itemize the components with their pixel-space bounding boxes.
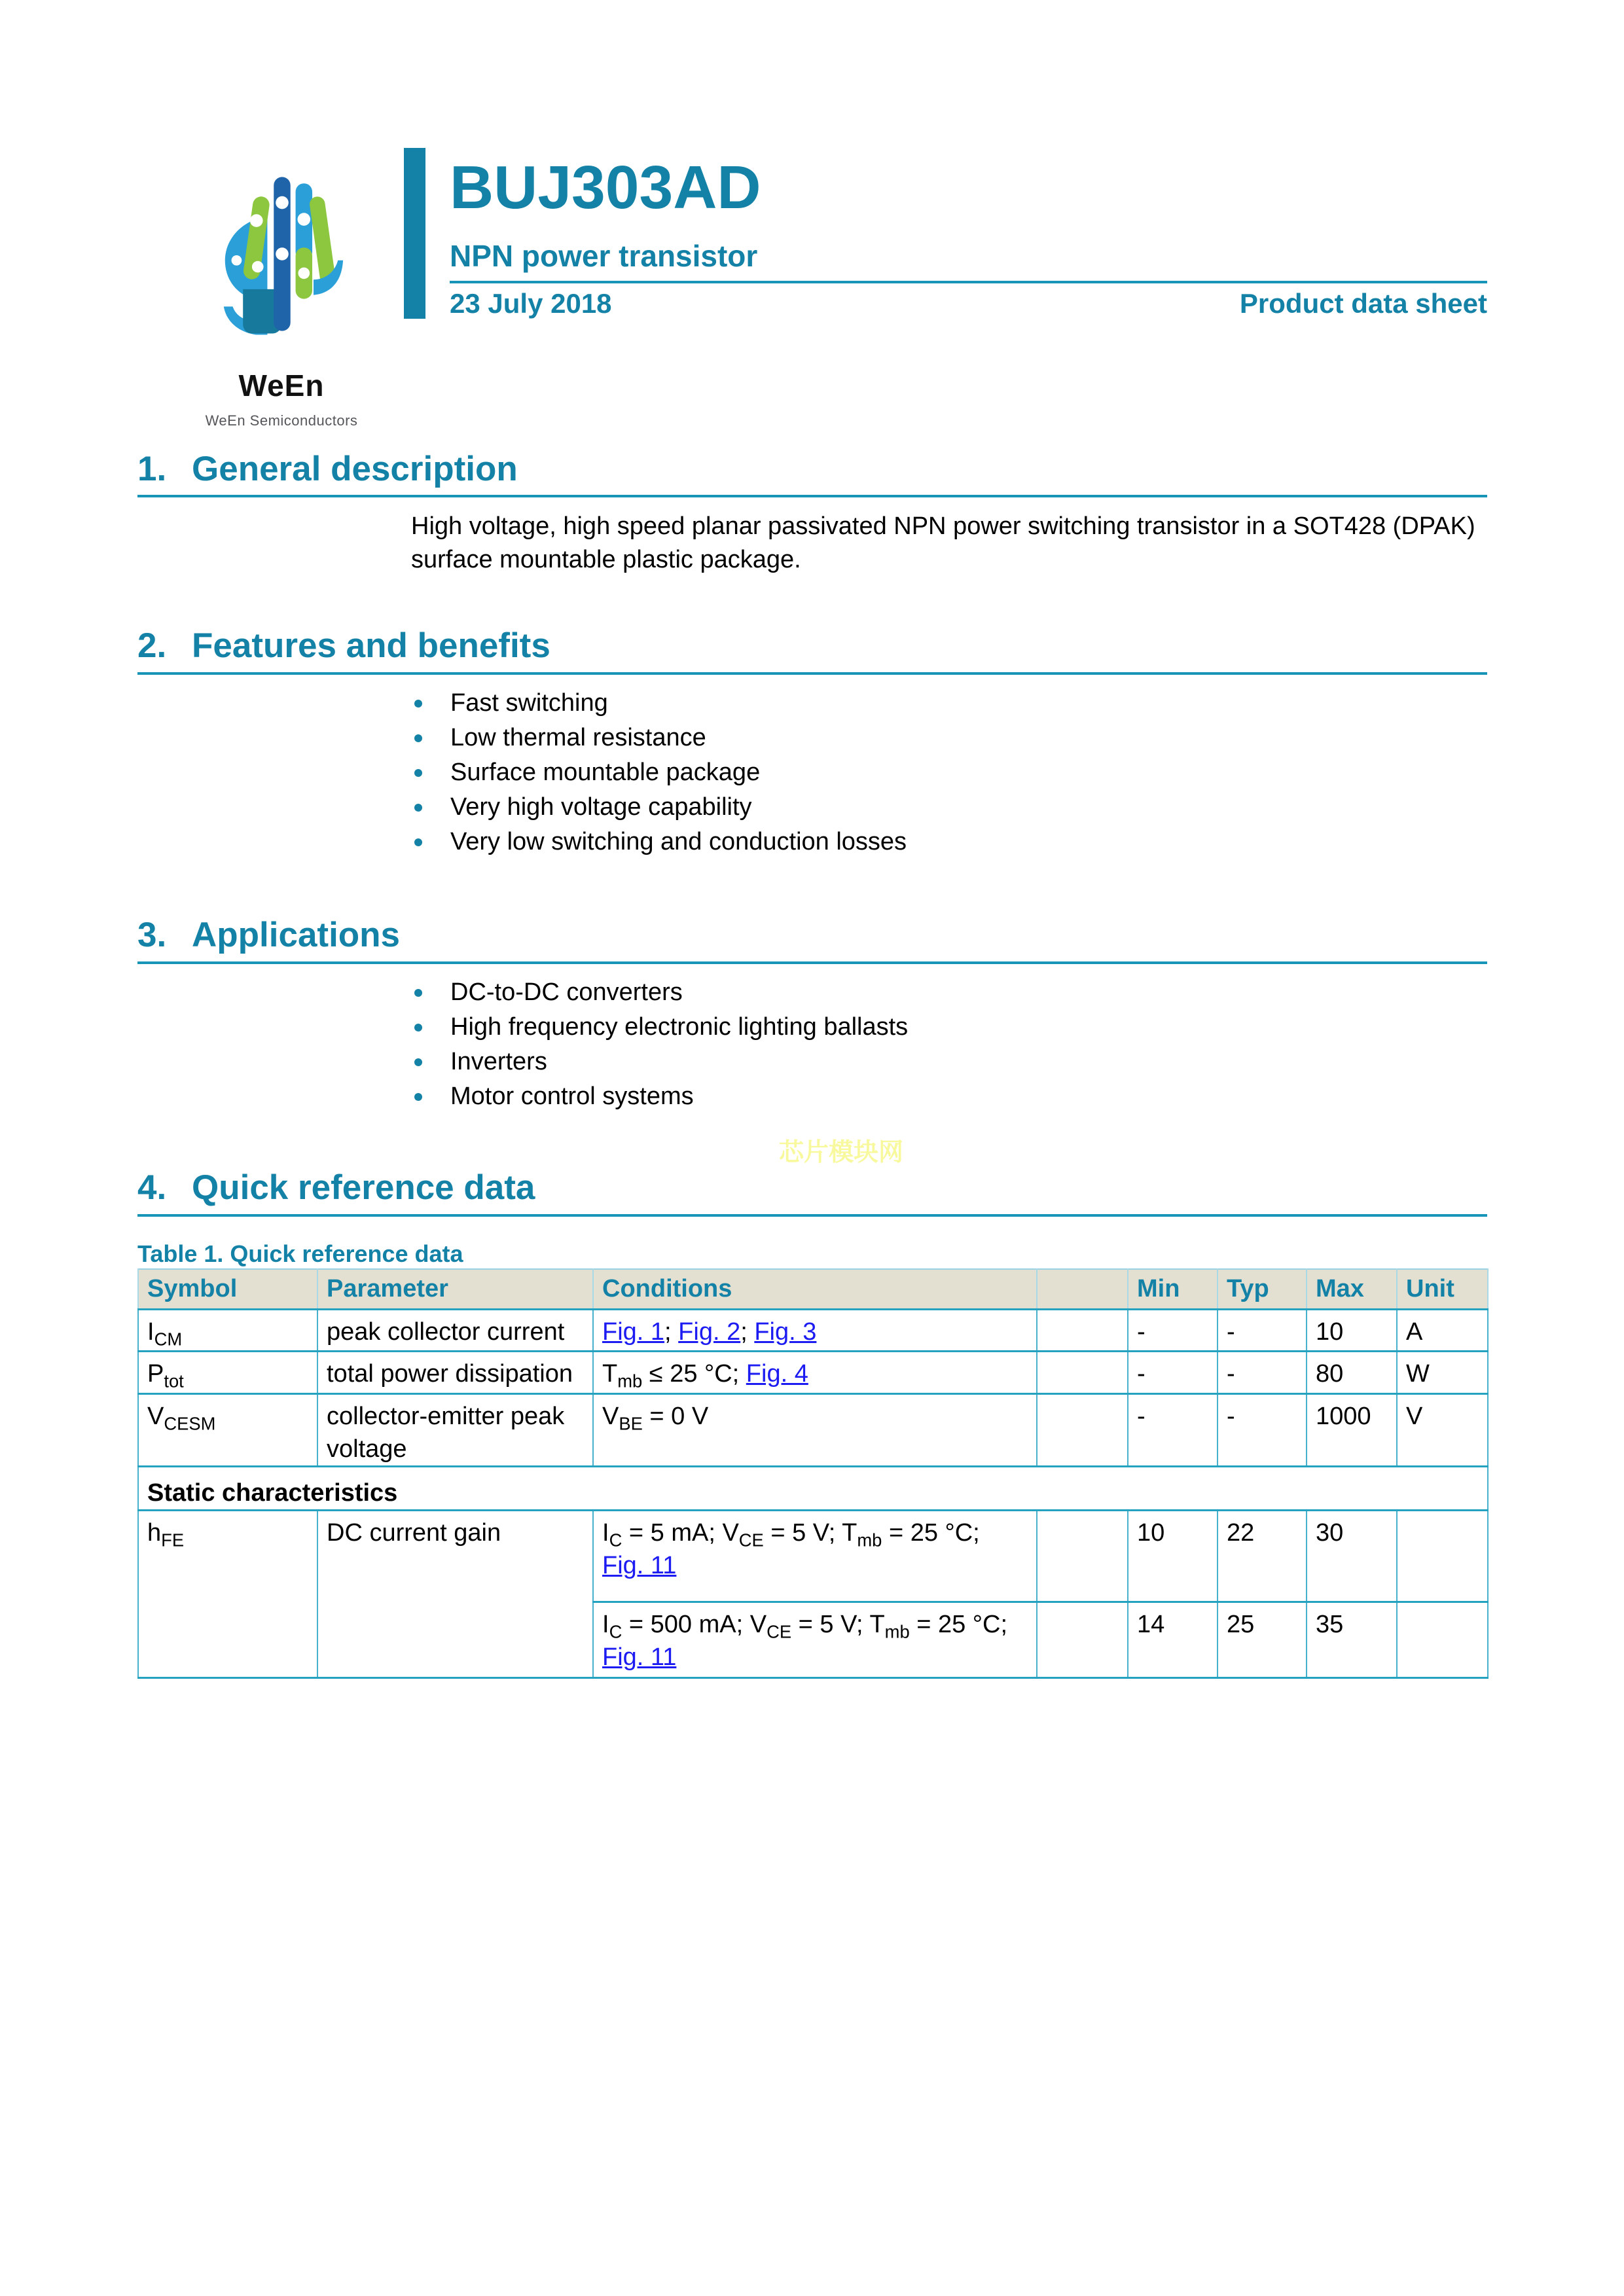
section-title: Features and benefits bbox=[192, 626, 550, 665]
spacer-cell bbox=[1037, 1394, 1128, 1467]
min-cell: - bbox=[1128, 1352, 1218, 1394]
unit-cell: A bbox=[1397, 1310, 1488, 1352]
col-header-unit: Unit bbox=[1397, 1269, 1488, 1310]
table-section-label: Static characteristics bbox=[138, 1467, 1488, 1511]
bullet-icon bbox=[414, 734, 422, 742]
subscript: CE bbox=[738, 1530, 764, 1551]
spacer-cell bbox=[1037, 1352, 1128, 1394]
typ-cell: 25 bbox=[1218, 1602, 1307, 1678]
section-divider bbox=[137, 961, 1487, 964]
list-item-label: Fast switching bbox=[450, 689, 608, 717]
spacer-cell bbox=[1037, 1602, 1128, 1678]
section-divider bbox=[137, 1214, 1487, 1217]
list-item-label: Inverters bbox=[450, 1048, 547, 1075]
subscript: mb bbox=[857, 1530, 882, 1551]
section-number: 1. bbox=[137, 450, 167, 488]
list-item-label: Surface mountable package bbox=[450, 759, 761, 786]
section-divider bbox=[137, 672, 1487, 675]
list-item bbox=[414, 1079, 908, 1114]
general-description-text: High voltage, high speed planar passivated NPN power switching transistor in a SOT428 (DPAK) surface mountable plastic package. bbox=[411, 512, 1475, 573]
figure-link[interactable]: Fig. 11 bbox=[602, 1552, 677, 1579]
list-item-label: Very high voltage capability bbox=[450, 793, 752, 821]
applications-list bbox=[414, 975, 908, 1114]
subscript: mb bbox=[884, 1621, 910, 1642]
symbol-cell: $P_{tot}$ bbox=[138, 1352, 317, 1394]
product-subtitle: NPN power transistor bbox=[450, 239, 758, 273]
table-header-row bbox=[138, 1269, 1488, 1310]
spacer-cell bbox=[1037, 1511, 1128, 1602]
conditions-cell: $I_C = 500$ mA; $V_{CE} = 5$ V; $T_{mb} = 25$ °C; Fig. 11 bbox=[593, 1602, 1037, 1678]
section-divider bbox=[137, 495, 1487, 497]
brand-logo bbox=[183, 157, 380, 429]
section-4-heading bbox=[137, 1169, 535, 1207]
table-row bbox=[138, 1310, 1488, 1352]
subscript: mb bbox=[617, 1371, 643, 1391]
unit-cell bbox=[1397, 1602, 1488, 1678]
list-item bbox=[414, 1045, 908, 1079]
col-header-spacer bbox=[1037, 1269, 1128, 1310]
section-title: Quick reference data bbox=[192, 1168, 535, 1207]
col-header-max: Max bbox=[1307, 1269, 1397, 1310]
section-number: 3. bbox=[137, 916, 167, 954]
section-title: Applications bbox=[192, 916, 401, 954]
subscript: tot bbox=[164, 1371, 184, 1391]
table-row bbox=[138, 1352, 1488, 1394]
max-cell: 80 bbox=[1307, 1352, 1397, 1394]
max-cell: 10 bbox=[1307, 1310, 1397, 1352]
col-header-parameter: Parameter bbox=[317, 1269, 593, 1310]
min-cell: - bbox=[1128, 1310, 1218, 1352]
figure-link[interactable]: Fig. 2 bbox=[678, 1318, 741, 1346]
min-cell: 10 bbox=[1128, 1511, 1218, 1602]
table-row bbox=[138, 1394, 1488, 1467]
bullet-icon bbox=[414, 804, 422, 812]
subscript: CE bbox=[767, 1621, 792, 1642]
header-divider bbox=[450, 281, 1487, 283]
section-3-heading bbox=[137, 916, 400, 954]
section-number: 2. bbox=[137, 626, 167, 665]
list-item bbox=[414, 755, 907, 790]
watermark-text: 芯片模块网 bbox=[779, 1139, 904, 1166]
max-cell: 1000 bbox=[1307, 1394, 1397, 1467]
bullet-icon bbox=[414, 700, 422, 708]
min-cell: 14 bbox=[1128, 1602, 1218, 1678]
list-item-label: Low thermal resistance bbox=[450, 724, 706, 751]
subscript: BE bbox=[619, 1413, 643, 1434]
unit-cell bbox=[1397, 1511, 1488, 1602]
symbol-cell: $I_{CM}$ bbox=[138, 1310, 317, 1352]
subscript: C bbox=[609, 1530, 623, 1551]
col-header-min: Min bbox=[1128, 1269, 1218, 1310]
typ-cell: - bbox=[1218, 1394, 1307, 1467]
bullet-icon bbox=[414, 1093, 422, 1101]
col-header-conditions: Conditions bbox=[593, 1269, 1037, 1310]
list-item-label: Very low switching and conduction losses bbox=[450, 828, 907, 855]
list-item bbox=[414, 975, 908, 1010]
figure-link[interactable]: Fig. 11 bbox=[602, 1643, 677, 1671]
figure-link[interactable]: Fig. 1 bbox=[602, 1318, 665, 1346]
unit-cell: W bbox=[1397, 1352, 1488, 1394]
symbol-cell: $V_{CESM}$ bbox=[138, 1394, 317, 1467]
document-type-label: Product data sheet bbox=[1239, 288, 1487, 319]
table-section-row bbox=[138, 1467, 1488, 1511]
list-item bbox=[414, 721, 907, 755]
table-row bbox=[138, 1511, 1488, 1602]
max-cell: 30 bbox=[1307, 1511, 1397, 1602]
list-item bbox=[414, 686, 907, 721]
list-item bbox=[414, 790, 907, 825]
quick-reference-table bbox=[137, 1268, 1489, 1679]
typ-cell: - bbox=[1218, 1310, 1307, 1352]
list-item-label: Motor control systems bbox=[450, 1083, 694, 1110]
parameter-cell: peak collector current bbox=[317, 1310, 593, 1352]
part-number-title: BUJ303AD bbox=[450, 153, 761, 221]
section-title: General description bbox=[192, 450, 518, 488]
conditions-cell: $V_{BE} = 0$ V bbox=[593, 1394, 1037, 1467]
min-cell: - bbox=[1128, 1394, 1218, 1467]
brand-name: WeEn bbox=[238, 368, 325, 403]
parameter-cell: collector-emitter peak voltage bbox=[317, 1394, 593, 1467]
subscript: CESM bbox=[164, 1413, 216, 1434]
list-item-label: High frequency electronic lighting ballasts bbox=[450, 1013, 909, 1041]
features-list bbox=[414, 686, 907, 859]
bullet-icon bbox=[414, 1024, 422, 1031]
conditions-cell: Fig. 1; Fig. 2; Fig. 3 bbox=[593, 1310, 1037, 1352]
unit-cell: V bbox=[1397, 1394, 1488, 1467]
section-number: 4. bbox=[137, 1168, 167, 1207]
figure-link[interactable]: Fig. 3 bbox=[754, 1318, 817, 1346]
section-1-heading bbox=[137, 450, 518, 488]
col-header-typ: Typ bbox=[1218, 1269, 1307, 1310]
subscript: FE bbox=[161, 1530, 185, 1551]
list-item-label: DC-to-DC converters bbox=[450, 978, 683, 1006]
bullet-icon bbox=[414, 1058, 422, 1066]
spacer-cell bbox=[1037, 1310, 1128, 1352]
typ-cell: - bbox=[1218, 1352, 1307, 1394]
list-item bbox=[414, 825, 907, 859]
release-date: 23 July 2018 bbox=[450, 288, 612, 319]
col-header-symbol: Symbol bbox=[138, 1269, 317, 1310]
parameter-cell: DC current gain bbox=[317, 1511, 593, 1678]
title-accent-bar bbox=[404, 148, 425, 319]
conditions-cell: $T_{mb} \le 25$ °C; Fig. 4 bbox=[593, 1352, 1037, 1394]
symbol-cell: $h_{FE}$ bbox=[138, 1511, 317, 1678]
typ-cell: 22 bbox=[1218, 1511, 1307, 1602]
ween-brain-logo-icon bbox=[217, 157, 346, 351]
section-2-heading bbox=[137, 627, 550, 665]
max-cell: 35 bbox=[1307, 1602, 1397, 1678]
table-caption: Table 1. Quick reference data bbox=[137, 1240, 463, 1267]
subscript: CM bbox=[154, 1329, 183, 1350]
bullet-icon bbox=[414, 838, 422, 846]
parameter-cell: total power dissipation bbox=[317, 1352, 593, 1394]
brand-subtext: WeEn Semiconductors bbox=[205, 412, 358, 429]
list-item bbox=[414, 1010, 908, 1045]
bullet-icon bbox=[414, 989, 422, 997]
conditions-cell: $I_C = 5$ mA; $V_{CE} = 5$ V; $T_{mb} = 25$ °C; Fig. 11 bbox=[593, 1511, 1037, 1602]
bullet-icon bbox=[414, 769, 422, 777]
subscript: C bbox=[609, 1621, 623, 1642]
figure-link[interactable]: Fig. 4 bbox=[746, 1360, 808, 1388]
